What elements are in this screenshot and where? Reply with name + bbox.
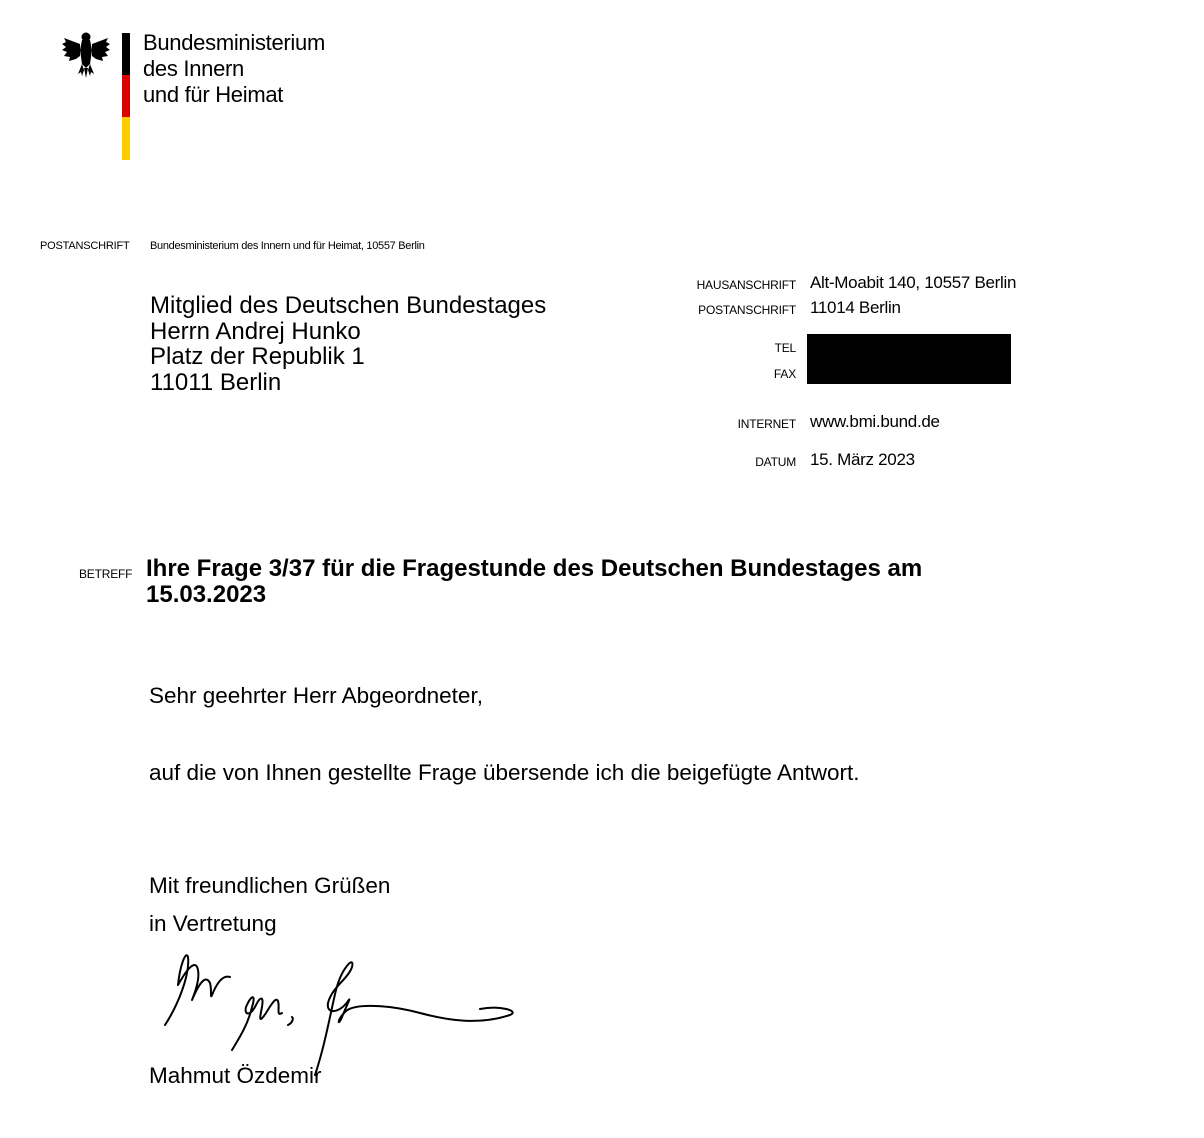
recipient-line: Herrn Andrej Hunko [150, 317, 361, 345]
tel-label: TEL [774, 341, 796, 355]
ministry-line: Bundesministerium [143, 30, 325, 55]
body-paragraph: auf die von Ihnen gestellte Frage übersende ich die beigefügte Antwort. [149, 760, 860, 785]
hausanschrift-label: HAUSANSCHRIFT [696, 278, 796, 292]
salutation: Sehr geehrter Herr Abgeordneter, [149, 683, 483, 708]
return-address: Bundesministerium des Innern und für Heimat, 10557 Berlin [150, 240, 425, 252]
handwritten-signature [160, 945, 520, 1080]
hausanschrift-value: Alt-Moabit 140, 10557 Berlin [810, 273, 1017, 292]
closing: Mit freundlichen Grüßen [149, 873, 391, 898]
ministry-line: des Innern [143, 56, 244, 81]
ministry-name [143, 30, 325, 108]
redaction-box [807, 334, 1011, 384]
internet-label: INTERNET [737, 417, 796, 431]
flag-stripe-red [122, 75, 130, 117]
signatory-name: Mahmut Özdemir [149, 1063, 322, 1088]
subject-text: Ihre Frage 3/37 für die Fragestunde des Deutschen Bundestages am 15.03.2023 [146, 555, 923, 608]
flag-stripe-black [122, 33, 130, 75]
postanschrift-value: 11014 Berlin [810, 298, 901, 317]
closing-in-vertretung: in Vertretung [149, 911, 277, 936]
datum-value: 15. März 2023 [810, 450, 915, 469]
flag-stripe-gold [122, 117, 130, 160]
subject-label: BETREFF [79, 567, 133, 581]
recipient-line: Platz der Republik 1 [150, 343, 365, 370]
federal-eagle-icon [60, 28, 112, 80]
postanschrift-label: POSTANSCHRIFT [698, 303, 796, 317]
return-address-label: POSTANSCHRIFT [40, 240, 130, 252]
ministry-line: und für Heimat [143, 82, 284, 107]
fax-label: FAX [773, 367, 796, 381]
recipient-line: 11011 Berlin [150, 368, 282, 396]
recipient-line: Mitglied des Deutschen Bundestages [150, 292, 547, 319]
datum-label: DATUM [755, 455, 796, 469]
internet-value: www.bmi.bund.de [810, 412, 940, 431]
recipient-address [150, 293, 546, 395]
